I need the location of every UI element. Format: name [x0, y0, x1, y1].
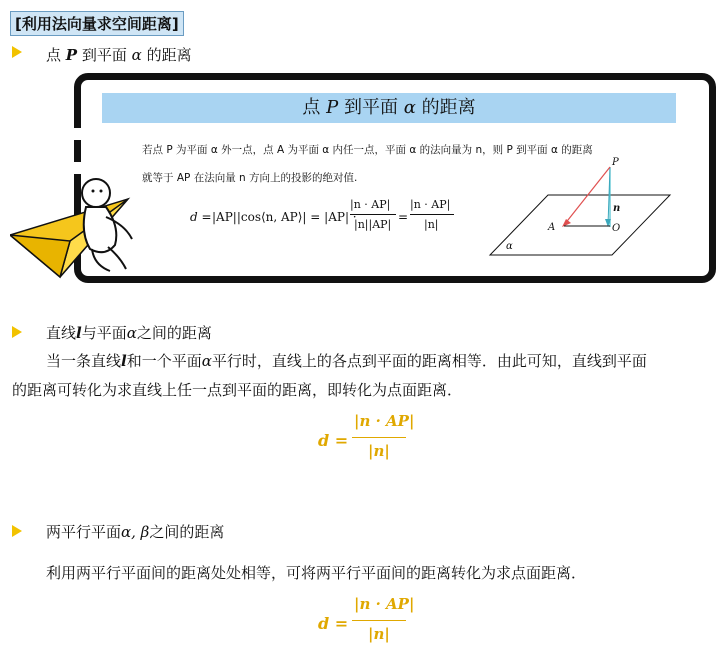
bullet-icon — [12, 326, 22, 338]
fig-label-A: A — [548, 222, 556, 233]
paragraph-line-plane-1: 当一条直线l和一个平面α平行时，直线上的各点到平面的距离相等．由此可知，直线到平面 — [46, 352, 647, 370]
card-border-gap — [72, 162, 83, 174]
distance-formula-2: d = |n · AP| |n| — [318, 595, 415, 643]
bullet-icon — [12, 525, 22, 537]
paragraph-parallel-planes: 利用两平行平面间的距离处处相等，可将两平行平面间的距离转化为求点面距离． — [46, 564, 587, 582]
h1-text: 点 — [46, 46, 62, 64]
card-line-1: 若点 P 为平面 α 外一点，点 A 为平面 α 内任一点，平面 α 的法向量为 n，则 P 到平面 α 的距离 — [142, 144, 593, 156]
paragraph-line-plane-2: 的距离可转化为求直线上任一点到平面的距离，即转化为点面距离． — [12, 381, 463, 399]
fig-label-O: O — [612, 223, 621, 234]
fig-label-n: n — [613, 203, 621, 214]
heading-parallel-planes: 两平行平面α, β之间的距离 — [46, 523, 225, 541]
card-title: 点 P 到平面 α 的距离 — [102, 93, 676, 123]
heading-line-to-plane: 直线l与平面α之间的距离 — [46, 324, 212, 342]
bullet-icon — [12, 46, 22, 58]
card-border-gap — [686, 205, 706, 215]
card-border-gap — [72, 128, 83, 140]
card-line-2: 就等于 AP 在法向量 n 方向上的投影的绝对值. — [142, 172, 358, 184]
plane-diagram — [488, 147, 678, 266]
h1-alpha: α — [131, 46, 142, 64]
fig-label-alpha: α — [506, 241, 513, 252]
distance-formula: d = |n · AP| |n| — [318, 412, 415, 460]
section-tag: [利用法向量求空间距离] — [10, 11, 184, 36]
h1-text-2: 到平面 — [81, 46, 127, 64]
h1-var: P — [65, 46, 78, 64]
paper-plane-mascot-icon — [10, 177, 140, 286]
heading-point-to-plane — [46, 44, 192, 65]
fig-label-P: P — [612, 157, 619, 168]
h1-end: 的距离 — [146, 46, 192, 64]
